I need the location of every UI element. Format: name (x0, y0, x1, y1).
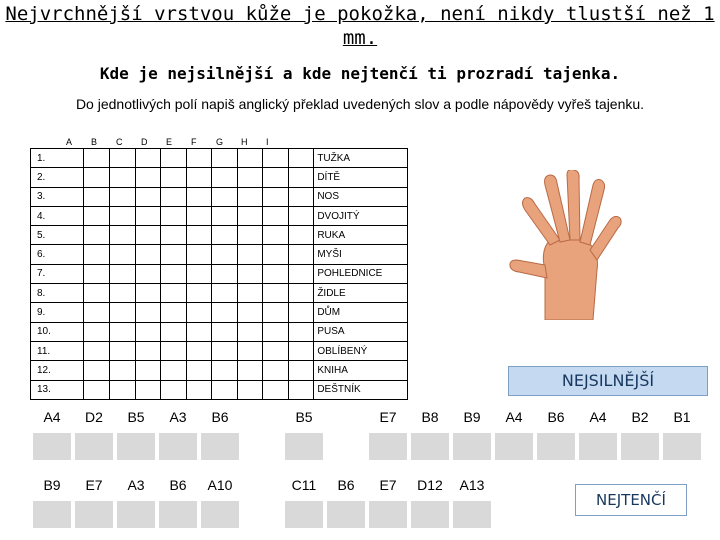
col-header-h: H (241, 137, 248, 147)
code-label: B9 (43, 477, 61, 493)
letter-cell[interactable] (84, 226, 110, 245)
code-label: A3 (127, 477, 145, 493)
letter-cell[interactable] (212, 226, 238, 245)
letter-cell[interactable] (186, 303, 212, 322)
letter-cell[interactable] (186, 187, 212, 206)
row-number: 7. (31, 264, 84, 283)
grid-row (31, 361, 408, 380)
code-label: D12 (417, 477, 443, 493)
grid-row (31, 226, 408, 245)
letter-cell[interactable] (237, 284, 263, 303)
code-label: C11 (291, 477, 317, 493)
code-label: B9 (463, 409, 481, 425)
letter-cell[interactable] (186, 226, 212, 245)
letter-cell[interactable] (237, 206, 263, 225)
letter-cell[interactable] (109, 303, 135, 322)
col-header-c: C (116, 137, 123, 147)
letter-cell[interactable] (135, 264, 161, 283)
letter-cell[interactable] (109, 284, 135, 303)
clue-word: OBLÍBENÝ (314, 341, 408, 360)
letter-cell[interactable] (109, 322, 135, 341)
col-header-d: D (141, 137, 148, 147)
code-label: A13 (459, 477, 485, 493)
code-label: B2 (631, 409, 649, 425)
code-label (242, 470, 282, 500)
letter-cell[interactable] (84, 322, 110, 341)
answer-box[interactable] (410, 432, 450, 461)
letter-cell[interactable] (237, 245, 263, 264)
answer-box[interactable] (158, 432, 198, 461)
letter-cell[interactable] (237, 341, 263, 360)
letter-cell[interactable] (212, 284, 238, 303)
grid-row (31, 264, 408, 283)
row-number: 8. (31, 284, 84, 303)
clue-word: POHLEDNICE (314, 264, 408, 283)
letter-cell[interactable] (186, 341, 212, 360)
letter-cell[interactable] (186, 284, 212, 303)
secret-code-row-thinnest (30, 470, 494, 529)
letter-cell[interactable] (263, 187, 289, 206)
letter-cell[interactable] (212, 303, 238, 322)
letter-cell[interactable] (186, 322, 212, 341)
letter-cell[interactable] (186, 245, 212, 264)
letter-cell[interactable] (212, 322, 238, 341)
letter-cell[interactable] (186, 149, 212, 168)
letter-cell[interactable] (84, 361, 110, 380)
grid-row (31, 168, 408, 187)
row-number: 5. (31, 226, 84, 245)
answer-box[interactable] (200, 432, 240, 461)
letter-cell[interactable] (161, 322, 187, 341)
secret-code-row-strongest (30, 402, 704, 461)
answer-box[interactable] (32, 500, 72, 529)
grid-row (31, 284, 408, 303)
letter-cell[interactable] (109, 341, 135, 360)
grid-row (31, 245, 408, 264)
grid-row (31, 149, 408, 168)
letter-cell[interactable] (212, 187, 238, 206)
code-label: B6 (211, 409, 229, 425)
letter-cell[interactable] (237, 226, 263, 245)
letter-cell[interactable] (263, 245, 289, 264)
letter-cell[interactable] (288, 322, 314, 341)
letter-cell[interactable] (161, 380, 187, 399)
letter-cell[interactable] (109, 226, 135, 245)
letter-cell[interactable] (135, 245, 161, 264)
letter-cell[interactable] (84, 341, 110, 360)
letter-cell[interactable] (161, 245, 187, 264)
row-number: 6. (31, 245, 84, 264)
clue-word: MYŠI (314, 245, 408, 264)
code-label: A10 (207, 477, 233, 493)
code-label: A4 (43, 409, 61, 425)
row-number: 3. (31, 187, 84, 206)
answer-box[interactable] (116, 500, 156, 529)
grid-row (31, 206, 408, 225)
code-label: B1 (673, 409, 691, 425)
letter-cell[interactable] (288, 206, 314, 225)
letter-cell[interactable] (186, 206, 212, 225)
thinnest-label: NEJTENČÍ (575, 484, 687, 516)
clue-word: DŮM (314, 303, 408, 322)
letter-cell[interactable] (237, 380, 263, 399)
letter-cell[interactable] (135, 187, 161, 206)
answer-box[interactable] (158, 500, 198, 529)
hand-image (505, 170, 625, 320)
letter-cell[interactable] (263, 149, 289, 168)
code-label (242, 402, 282, 432)
letter-cell[interactable] (212, 361, 238, 380)
letter-cell[interactable] (161, 361, 187, 380)
clue-word: RUKA (314, 226, 408, 245)
code-label: B8 (421, 409, 439, 425)
code-label: E7 (379, 477, 397, 493)
letter-cell[interactable] (288, 303, 314, 322)
col-header-i: I (266, 137, 269, 147)
letter-cell[interactable] (237, 149, 263, 168)
letter-cell[interactable] (186, 264, 212, 283)
letter-cell[interactable] (212, 149, 238, 168)
letter-cell[interactable] (161, 303, 187, 322)
answer-box[interactable] (494, 432, 534, 461)
letter-cell[interactable] (237, 264, 263, 283)
letter-cell[interactable] (237, 303, 263, 322)
clue-word: DVOJITÝ (314, 206, 408, 225)
col-header-f: F (191, 137, 197, 147)
answer-box[interactable] (284, 432, 324, 461)
code-label: E7 (379, 409, 397, 425)
row-number: 12. (31, 361, 84, 380)
letter-cell[interactable] (109, 264, 135, 283)
letter-cell[interactable] (263, 341, 289, 360)
code-label (326, 402, 366, 432)
clue-word: TUŽKA (314, 149, 408, 168)
letter-cell[interactable] (135, 361, 161, 380)
answer-box[interactable] (116, 432, 156, 461)
letter-cell[interactable] (288, 187, 314, 206)
letter-cell[interactable] (161, 187, 187, 206)
answer-box[interactable] (662, 432, 702, 461)
spacer (242, 432, 282, 461)
answer-box[interactable] (368, 500, 408, 529)
answer-box[interactable] (74, 432, 114, 461)
instruction: Do jednotlivých polí napiš anglický překlad uvedených slov a podle nápovědy vyřeš tajenku. (75, 96, 645, 112)
letter-cell[interactable] (161, 226, 187, 245)
col-header-b: B (91, 137, 98, 147)
clue-word: DÍTĚ (314, 168, 408, 187)
letter-cell[interactable] (109, 168, 135, 187)
letter-cell[interactable] (109, 380, 135, 399)
answer-box[interactable] (410, 500, 450, 529)
row-number: 1. (31, 149, 84, 168)
letter-cell[interactable] (186, 380, 212, 399)
letter-cell[interactable] (263, 303, 289, 322)
letter-cell[interactable] (263, 168, 289, 187)
letter-cell[interactable] (109, 149, 135, 168)
letter-cell[interactable] (263, 380, 289, 399)
letter-cell[interactable] (84, 380, 110, 399)
grid-row (31, 380, 408, 399)
strongest-label: NEJSILNĚJŠÍ (508, 366, 708, 396)
clue-word: NOS (314, 187, 408, 206)
letter-cell[interactable] (263, 264, 289, 283)
col-header-g: G (216, 137, 224, 147)
letter-cell[interactable] (288, 168, 314, 187)
answer-box[interactable] (32, 432, 72, 461)
crossword-grid (30, 148, 408, 400)
letter-cell[interactable] (84, 206, 110, 225)
letter-cell[interactable] (135, 284, 161, 303)
letter-cell[interactable] (237, 361, 263, 380)
code-label: D2 (85, 409, 103, 425)
letter-cell[interactable] (288, 226, 314, 245)
letter-cell[interactable] (212, 264, 238, 283)
code-label: E7 (85, 477, 103, 493)
letter-cell[interactable] (109, 245, 135, 264)
letter-cell[interactable] (135, 168, 161, 187)
letter-cell[interactable] (288, 149, 314, 168)
letter-cell[interactable] (263, 361, 289, 380)
code-label: A3 (169, 409, 187, 425)
letter-cell[interactable] (263, 226, 289, 245)
letter-cell[interactable] (135, 380, 161, 399)
answer-box[interactable] (284, 500, 324, 529)
letter-cell[interactable] (288, 284, 314, 303)
row-number: 11. (31, 341, 84, 360)
letter-cell[interactable] (288, 380, 314, 399)
letter-cell[interactable] (237, 187, 263, 206)
letter-cell[interactable] (135, 303, 161, 322)
clue-word: ŽIDLE (314, 284, 408, 303)
letter-cell[interactable] (84, 245, 110, 264)
letter-cell[interactable] (161, 264, 187, 283)
row-number: 4. (31, 206, 84, 225)
letter-cell[interactable] (288, 341, 314, 360)
letter-cell[interactable] (212, 380, 238, 399)
letter-cell[interactable] (84, 168, 110, 187)
letter-cell[interactable] (135, 226, 161, 245)
page-title: Nejvrchnější vrstvou kůže je pokožka, není nikdy tlustší než 1 mm. (5, 3, 715, 49)
letter-cell[interactable] (84, 284, 110, 303)
answer-box[interactable] (452, 432, 492, 461)
letter-cell[interactable] (135, 206, 161, 225)
answer-box[interactable] (326, 500, 366, 529)
answer-box[interactable] (578, 432, 618, 461)
letter-cell[interactable] (212, 206, 238, 225)
grid-row (31, 322, 408, 341)
code-label: B5 (127, 409, 145, 425)
grid-row (31, 303, 408, 322)
letter-cell[interactable] (84, 264, 110, 283)
grid-row (31, 341, 408, 360)
clue-word: PUSA (314, 322, 408, 341)
spacer (326, 432, 366, 461)
letter-cell[interactable] (288, 264, 314, 283)
letter-cell[interactable] (263, 284, 289, 303)
letter-cell[interactable] (109, 187, 135, 206)
letter-cell[interactable] (109, 361, 135, 380)
letter-cell[interactable] (161, 341, 187, 360)
letter-cell[interactable] (161, 168, 187, 187)
letter-cell[interactable] (186, 361, 212, 380)
row-number: 2. (31, 168, 84, 187)
letter-cell[interactable] (186, 168, 212, 187)
code-label: B5 (295, 409, 313, 425)
col-header-a: A (66, 137, 73, 147)
code-label: B6 (337, 477, 355, 493)
code-label: B6 (169, 477, 187, 493)
letter-cell[interactable] (84, 187, 110, 206)
col-header-e: E (166, 137, 173, 147)
subtitle: Kde je nejsilnější a kde nejtenčí ti prozradí tajenka. (99, 64, 621, 83)
code-label: A4 (505, 409, 523, 425)
letter-cell[interactable] (212, 168, 238, 187)
letter-cell[interactable] (237, 168, 263, 187)
letter-cell[interactable] (212, 245, 238, 264)
letter-cell[interactable] (212, 341, 238, 360)
letter-cell[interactable] (237, 322, 263, 341)
clue-word: DEŠTNÍK (314, 380, 408, 399)
letter-cell[interactable] (135, 341, 161, 360)
letter-cell[interactable] (135, 149, 161, 168)
letter-cell[interactable] (288, 245, 314, 264)
letter-cell[interactable] (84, 303, 110, 322)
grid-row (31, 187, 408, 206)
spacer (242, 500, 282, 529)
answer-box[interactable] (368, 432, 408, 461)
letter-cell[interactable] (161, 284, 187, 303)
row-number: 10. (31, 322, 84, 341)
letter-cell[interactable] (161, 206, 187, 225)
letter-cell[interactable] (135, 322, 161, 341)
code-label: B6 (547, 409, 565, 425)
answer-box[interactable] (74, 500, 114, 529)
row-number: 13. (31, 380, 84, 399)
answer-box[interactable] (536, 432, 576, 461)
answer-box[interactable] (452, 500, 492, 529)
letter-cell[interactable] (263, 322, 289, 341)
letter-cell[interactable] (84, 149, 110, 168)
row-number: 9. (31, 303, 84, 322)
clue-word: KNIHA (314, 361, 408, 380)
code-label: A4 (589, 409, 607, 425)
answer-box[interactable] (200, 500, 240, 529)
letter-cell[interactable] (161, 149, 187, 168)
answer-box[interactable] (620, 432, 660, 461)
letter-cell[interactable] (109, 206, 135, 225)
letter-cell[interactable] (288, 361, 314, 380)
letter-cell[interactable] (263, 206, 289, 225)
